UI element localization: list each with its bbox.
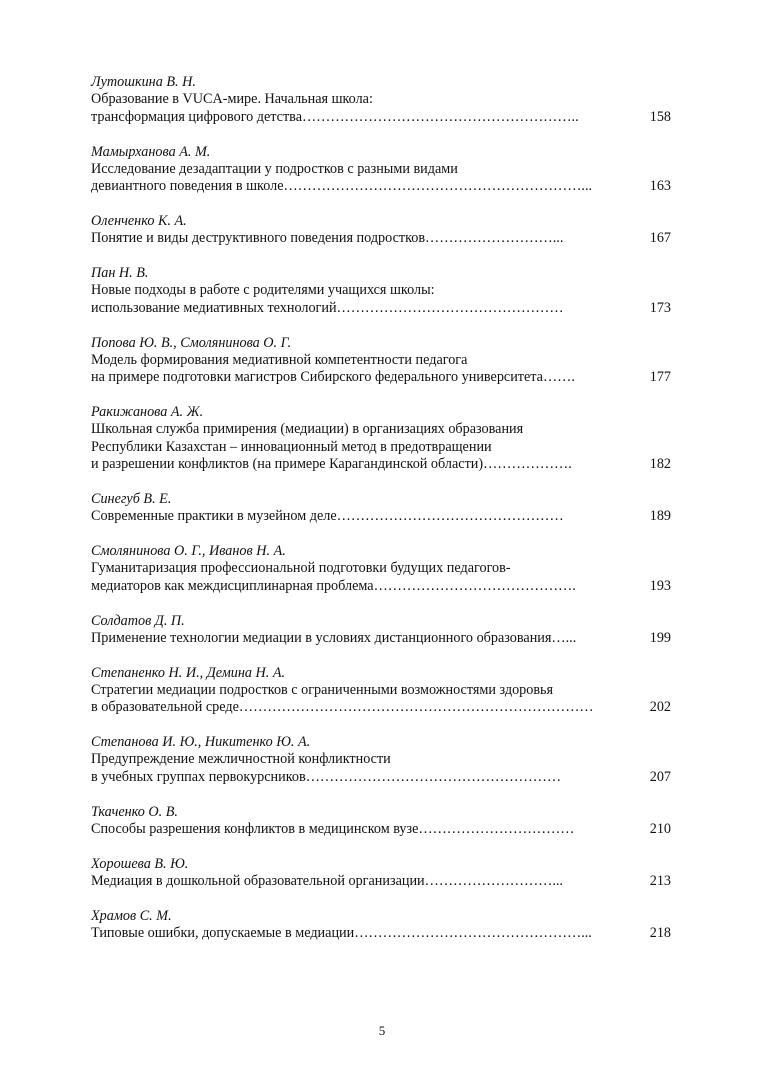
entry-page-number: 207	[649, 768, 671, 785]
page-number: 5	[378, 1023, 386, 1038]
entry-author: Мамырханова А. М.	[91, 143, 211, 160]
entry-page-number: 202	[649, 699, 671, 715]
entry-title-line: Исследование дезадаптации у подростков с разными видами	[91, 160, 458, 177]
entry-page-number: 210	[649, 820, 671, 837]
entry-page-number: 199	[649, 629, 671, 646]
entry-author: Оленченко К. А.	[91, 213, 187, 229]
entry-title-line: в образовательной среде…………………………………………………………………	[91, 699, 594, 715]
entry-title-line: Стратегии медиации подростков с ограниченными возможностями здоровья	[91, 681, 554, 698]
entry-title-line: Республики Казахстан – инновационный метод в предотвращении	[91, 438, 492, 455]
entry-title-line: Новые подходы в работе с родителями учащихся школы:	[91, 282, 435, 298]
entry-page-number: 213	[649, 872, 671, 889]
entry-page-number: 189	[649, 508, 671, 524]
toc-entry	[91, 144, 675, 196]
entry-author: Лутошкина В. Н.	[91, 74, 196, 90]
entry-title-line: Медиация в дошкольной образовательной организации………………………...	[91, 872, 563, 889]
toc-entry	[91, 734, 675, 786]
entry-title-line: Типовые ошибки, допускаемые в медиации…………………………………………...	[91, 924, 592, 941]
entry-title-line: Предупреждение межличностной конфликтности	[91, 751, 391, 767]
entry-author: Синегуб В. Е.	[91, 491, 172, 507]
entry-title-line: девиантного поведения в школе………………………………………………………...	[91, 178, 593, 194]
entry-title-line: Применение технологии медиации в условиях дистанционного образования…...	[91, 629, 577, 646]
entry-author: Храмов С. М.	[91, 907, 172, 924]
toc-entry	[91, 856, 675, 891]
toc-entry	[91, 404, 675, 474]
entry-author: Степаненко Н. И., Демина Н. А.	[91, 664, 286, 681]
toc-entry	[91, 265, 675, 317]
toc-entry	[91, 213, 675, 248]
entry-page-number: 177	[649, 369, 671, 385]
entry-page-number: 167	[649, 230, 671, 246]
toc-entry	[91, 665, 675, 717]
entry-title-line: и разрешении конфликтов (на примере Карагандинской области)……………….	[91, 456, 572, 472]
entry-author: Пан Н. В.	[91, 265, 149, 281]
entry-title-line: Модель формирования медиативной компетентности педагога	[91, 351, 468, 368]
entry-title-line: медиаторов как междисциплинарная проблема…………………………………….	[91, 577, 576, 594]
entry-title-line: Современные практики в музейном деле…………………………………………	[91, 508, 564, 524]
entry-page-number: 163	[649, 178, 671, 194]
entry-page-number: 218	[649, 924, 671, 941]
entry-page-number: 182	[649, 456, 671, 472]
entry-page-number: 173	[649, 299, 671, 316]
entry-author: Смолянинова О. Г., Иванов Н. А.	[91, 543, 286, 559]
entry-title-line: использование медиативных технологий…………………………………………	[91, 299, 564, 316]
entry-title-line: Способы разрешения конфликтов в медицинском вузе……………………………	[91, 820, 575, 837]
entry-title-line: Школьная служба примирения (медиации) в организациях образования	[91, 421, 524, 437]
toc-entry	[91, 491, 675, 526]
entry-page-number: 158	[649, 108, 671, 125]
toc-entry	[91, 908, 675, 943]
entry-author: Хорошева В. Ю.	[91, 855, 189, 872]
entry-author: Ракижанова А. Ж.	[91, 404, 204, 420]
toc-entry	[91, 335, 675, 387]
entry-author: Попова Ю. В., Смолянинова О. Г.	[91, 334, 292, 351]
entry-title-line: трансформация цифрового детства…………………………………………………..	[91, 108, 579, 125]
entry-title-line: на примере подготовки магистров Сибирского федерального университета…….	[91, 369, 575, 385]
entry-author: Степанова И. Ю., Никитенко Ю. А.	[91, 734, 311, 750]
entry-title-line: Образование в VUCA-мире. Начальная школа:	[91, 91, 373, 107]
toc-entry	[91, 804, 675, 839]
toc-entry	[91, 74, 675, 126]
toc-entry	[91, 613, 675, 648]
entry-page-number: 193	[649, 577, 671, 594]
table-of-contents	[91, 74, 675, 942]
entry-title-line: Гуманитаризация профессиональной подготовки будущих педагогов-	[91, 560, 511, 576]
entry-title-line: в учебных группах первокурсников………………………………………………	[91, 768, 562, 785]
entry-title-line: Понятие и виды деструктивного поведения подростков………………………...	[91, 230, 564, 246]
entry-author: Солдатов Д. П.	[91, 612, 185, 629]
toc-entry	[91, 543, 675, 595]
entry-author: Ткаченко О. В.	[91, 803, 178, 820]
